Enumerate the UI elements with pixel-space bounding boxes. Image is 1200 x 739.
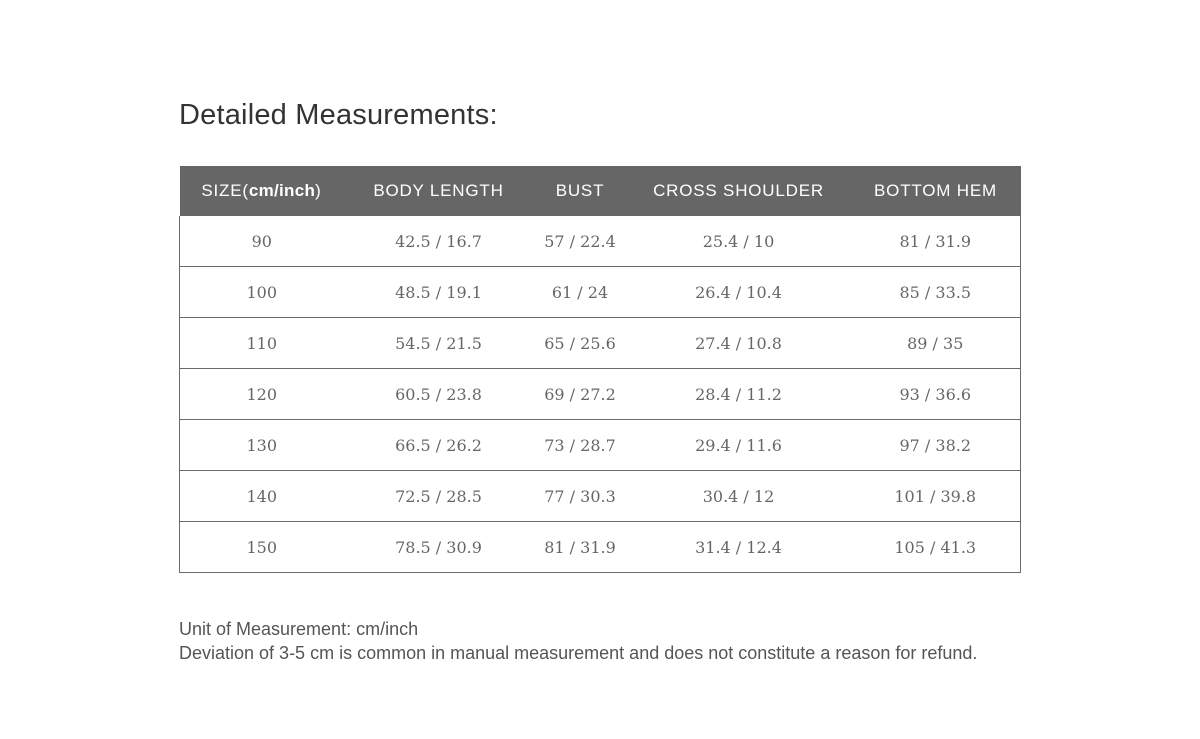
page-title: Detailed Measurements: bbox=[179, 99, 498, 131]
cell-body-length: 78.5 / 30.9 bbox=[344, 522, 534, 573]
cell-bust: 77 / 30.3 bbox=[534, 471, 627, 522]
cell-body-length: 54.5 / 21.5 bbox=[344, 318, 534, 369]
cell-size: 150 bbox=[180, 522, 344, 573]
cell-cross-shoulder: 28.4 / 11.2 bbox=[627, 369, 851, 420]
cell-size: 130 bbox=[180, 420, 344, 471]
cell-bust: 65 / 25.6 bbox=[534, 318, 627, 369]
cell-bust: 61 / 24 bbox=[534, 267, 627, 318]
table-row bbox=[180, 369, 1021, 420]
header-size-unit: cm/inch bbox=[248, 181, 316, 200]
cell-bottom-hem: 105 / 41.3 bbox=[851, 522, 1021, 573]
table-row bbox=[180, 318, 1021, 369]
cell-body-length: 48.5 / 19.1 bbox=[344, 267, 534, 318]
table-row bbox=[180, 216, 1021, 267]
cell-bottom-hem: 93 / 36.6 bbox=[851, 369, 1021, 420]
header-cross-shoulder: CROSS SHOULDER bbox=[627, 166, 851, 216]
cell-bust: 81 / 31.9 bbox=[534, 522, 627, 573]
cell-body-length: 66.5 / 26.2 bbox=[344, 420, 534, 471]
cell-cross-shoulder: 27.4 / 10.8 bbox=[627, 318, 851, 369]
cell-bust: 57 / 22.4 bbox=[544, 231, 616, 251]
cell-body-length: 42.5 / 16.7 bbox=[395, 231, 482, 251]
cell-body-length: 60.5 / 23.8 bbox=[344, 369, 534, 420]
table-row bbox=[180, 420, 1021, 471]
cell-cross-shoulder: 25.4 / 10 bbox=[702, 231, 775, 251]
table-row bbox=[180, 522, 1021, 573]
cell-cross-shoulder: 30.4 / 12 bbox=[627, 471, 851, 522]
cell-bottom-hem: 89 / 35 bbox=[851, 318, 1021, 369]
measurement-notes bbox=[179, 617, 977, 665]
header-size bbox=[180, 166, 344, 216]
header-bust: BUST bbox=[534, 166, 627, 216]
cell-bottom-hem: 101 / 39.8 bbox=[851, 471, 1021, 522]
cell-cross-shoulder: 29.4 / 11.6 bbox=[627, 420, 851, 471]
cell-size: 110 bbox=[180, 318, 344, 369]
header-body-length: BODY LENGTH bbox=[344, 166, 534, 216]
cell-size: 90 bbox=[251, 231, 272, 251]
cell-cross-shoulder: 26.4 / 10.4 bbox=[627, 267, 851, 318]
cell-bust: 69 / 27.2 bbox=[534, 369, 627, 420]
header-row bbox=[180, 166, 1021, 216]
measurements-table bbox=[179, 166, 1021, 573]
deviation-note: Deviation of 3-5 cm is common in manual measurement and does not constitute a reason for refund. bbox=[179, 643, 978, 663]
cell-cross-shoulder: 31.4 / 12.4 bbox=[627, 522, 851, 573]
table-header bbox=[180, 166, 1021, 216]
table-body bbox=[180, 216, 1021, 573]
table-row bbox=[180, 471, 1021, 522]
cell-bottom-hem: 85 / 33.5 bbox=[851, 267, 1021, 318]
cell-size: 140 bbox=[180, 471, 344, 522]
cell-size: 120 bbox=[180, 369, 344, 420]
unit-note: Unit of Measurement: cm/inch bbox=[179, 619, 419, 639]
cell-bottom-hem: 81 / 31.9 bbox=[899, 231, 972, 251]
table-row bbox=[180, 267, 1021, 318]
header-size-suffix: ) bbox=[315, 181, 322, 200]
cell-size: 100 bbox=[180, 267, 344, 318]
header-bottom-hem: BOTTOM HEM bbox=[851, 166, 1021, 216]
header-size-prefix: SIZE( bbox=[201, 181, 249, 200]
cell-bust: 73 / 28.7 bbox=[534, 420, 627, 471]
cell-bottom-hem: 97 / 38.2 bbox=[851, 420, 1021, 471]
cell-body-length: 72.5 / 28.5 bbox=[344, 471, 534, 522]
